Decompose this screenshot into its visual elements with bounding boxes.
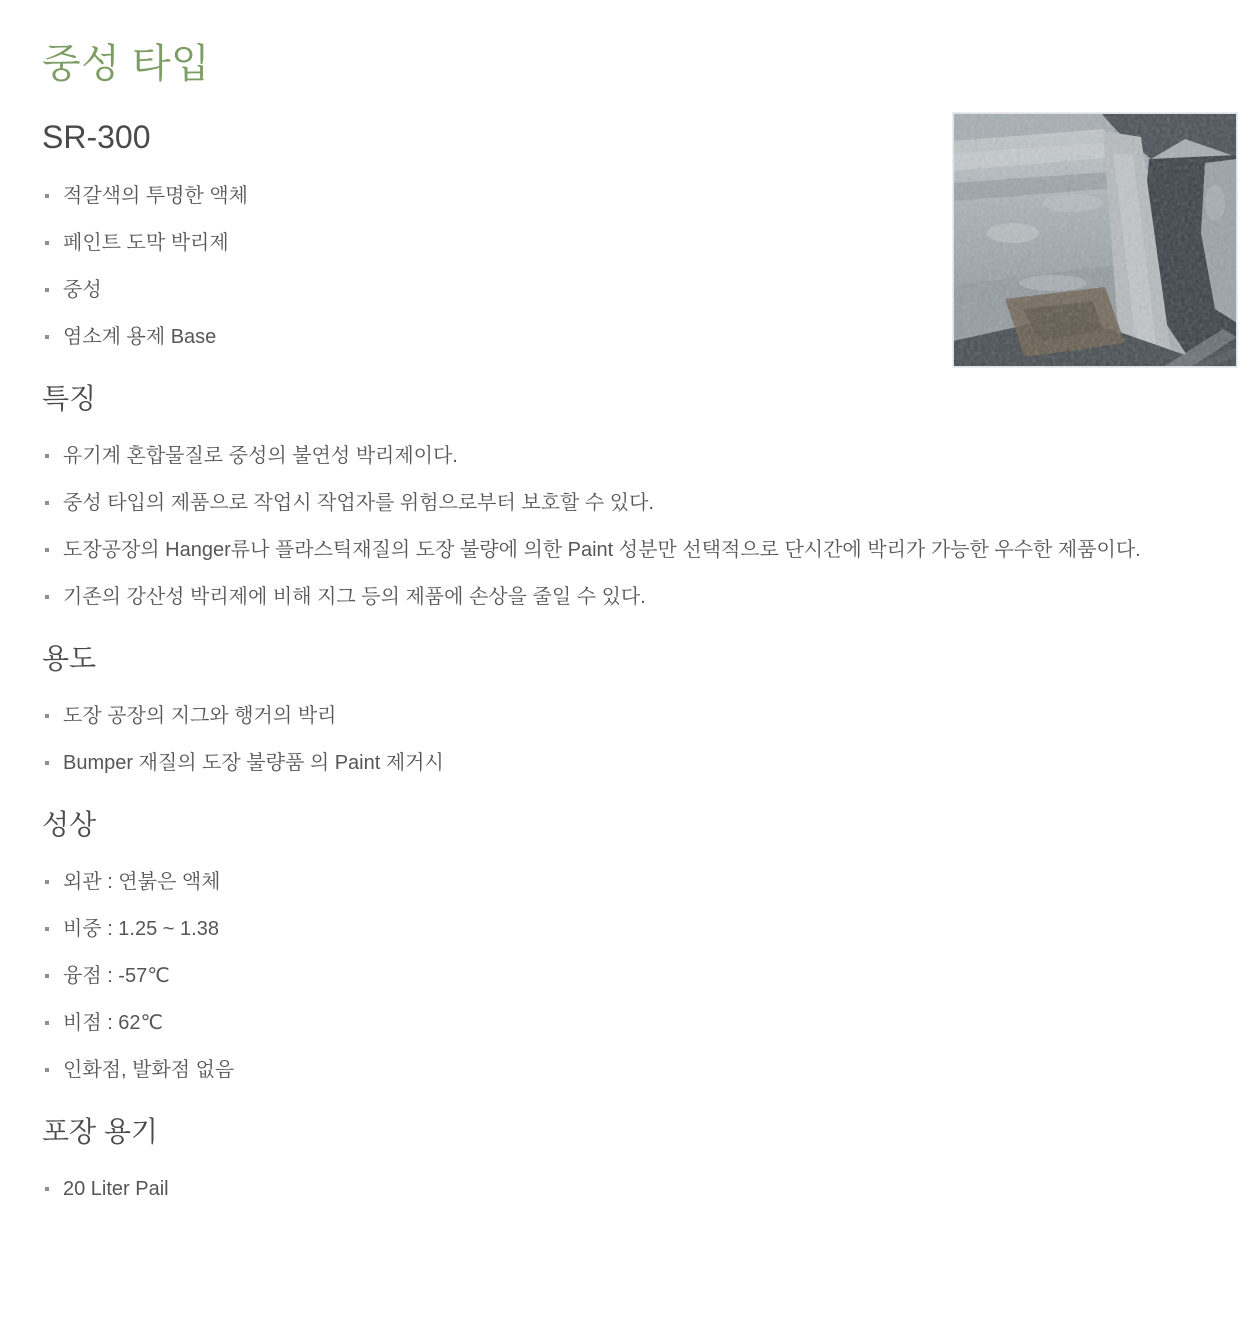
list-item: 기존의 강산성 박리제에 비해 지그 등의 제품에 손상을 줄일 수 있다. (42, 583, 1211, 611)
section-bullet-list-3 (42, 868, 1211, 1084)
list-item: 융점 : -57℃ (42, 962, 1211, 990)
list-item: 적갈색의 투명한 액체 (42, 182, 1211, 210)
list-item: 비점 : 62℃ (42, 1009, 1211, 1037)
list-item: 비중 : 1.25 ~ 1.38 (42, 915, 1211, 943)
section-bullet-list-1 (42, 442, 1211, 611)
section-heading-4: 포장 용기 (42, 1116, 158, 1148)
section-bullet-list-2 (42, 702, 1211, 777)
list-item: 도장 공장의 지그와 행거의 박리 (42, 702, 1211, 730)
list-item: Bumper 재질의 도장 불량품 의 Paint 제거시 (42, 749, 1211, 777)
list-item: 도장공장의 Hanger류나 플라스틱재질의 도장 불량에 의한 Paint 성분만 선택적으로 단시간에 박리가 가능한 우수한 제품이다. (42, 536, 1211, 564)
list-item: 외관 : 연붉은 액체 (42, 868, 1211, 896)
list-item: 중성 (42, 276, 1211, 304)
product-name: SR-300 (42, 119, 151, 155)
section-heading-3: 성상 (42, 809, 97, 841)
sections-container (42, 381, 1211, 1203)
list-item: 페인트 도막 박리제 (42, 229, 1211, 257)
page-title: 중성 타입 (42, 42, 211, 86)
list-item: 염소계 용제 Base (42, 323, 1211, 351)
section-heading-1: 특징 (42, 383, 97, 415)
list-item: 중성 타입의 제품으로 작업시 작업자를 위험으로부터 보호할 수 있다. (42, 489, 1211, 517)
section-heading-2: 용도 (42, 643, 97, 675)
list-item: 유기계 혼합물질로 중성의 불연성 박리제이다. (42, 442, 1211, 470)
list-item: 인화점, 발화점 없음 (42, 1056, 1211, 1084)
list-item: 20 Liter Pail (42, 1175, 1211, 1203)
section-bullet-list-4 (42, 1175, 1211, 1203)
